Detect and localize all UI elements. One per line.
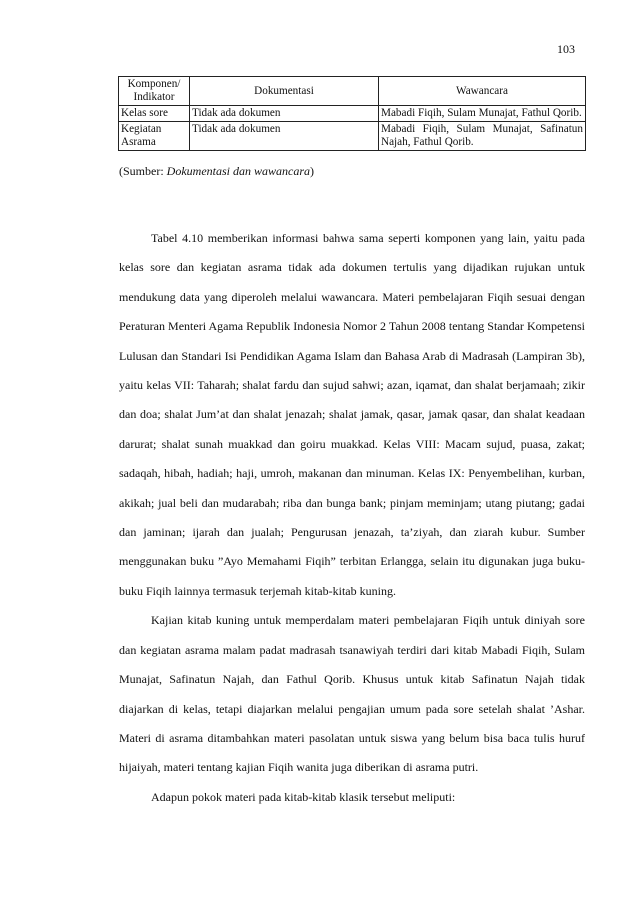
table-header-cell: Dokumentasi xyxy=(190,77,379,106)
source-prefix: (Sumber: xyxy=(119,164,167,178)
table-row xyxy=(119,122,586,151)
paragraph: Kajian kitab kuning untuk memperdalam materi pembelajaran Fiqih untuk diniyah sore dan kegiatan asrama malam padat madrasah tsanawiyah terdiri dari kitab Mabadi Fiqih, Sulam Munajat, Safinatun Najah, dan Fathul Qorib. Khusus untuk kitab Safinatun Najah tidak diajarkan di kelas, tetapi diajarkan melalui pengajian umum pada sore setelah shalat ’Ashar. Materi di asrama ditambahkan materi pasolatan untuk siswa yang belum bisa baca tulis huruf hijaiyah, materi tentang kajian Fiqih wanita juga diberikan di asrama putri. xyxy=(119,613,585,775)
table-header-row xyxy=(119,77,586,106)
table-cell: Kegiatan Asrama xyxy=(119,122,190,151)
table-cell: Mabadi Fiqih, Sulam Munajat, Safinatun Najah, Fathul Qorib. xyxy=(379,122,586,151)
source-italic: Dokumentasi dan wawancara xyxy=(166,164,310,178)
table-cell: Tidak ada dokumen xyxy=(190,122,379,151)
table-cell: Tidak ada dokumen xyxy=(190,106,379,122)
paragraph: Tabel 4.10 memberikan informasi bahwa sama seperti komponen yang lain, yaitu pada kelas sore dan kegiatan asrama tidak ada dokumen tertulis yang dijadikan rujukan untuk mendukung data yang diperoleh melalui wawancara. Materi pembelajaran Fiqih sesuai dengan Peraturan Menteri Agama Republik Indonesia Nomor 2 Tahun 2008 tentang Standar Kompetensi Lulusan dan Standari Isi Pendidikan Agama Islam dan Bahasa Arab di Madrasah (Lampiran 3b), yaitu kelas VII: Taharah; shalat fardu dan sujud sahwi; azan, iqamat, dan shalat berjamaah; zikir dan doa; shalat Jum’at dan shalat jenazah; shalat jamak, qasar, jamak qasar, dan shalat keadaan darurat; shalat sunah muakkad dan goiru muakkad. Kelas VIII: Macam sujud, puasa, zakat; sadaqah, hibah, hadiah; haji, umroh, makanan dan minuman. Kelas IX: Penyembelihan, kurban, akikah; jual beli dan mudarabah; riba dan bunga bank; pinjam meminjam; utang piutang; gadai dan jaminan; ijarah dan jualah; Pengurusan jenazah, ta’ziyah, dan ziarah kubur. Sumber menggunakan buku ”Ayo Memahami Fiqih” terbitan Erlangga, selain itu digunakan juga buku-buku Fiqih lainnya termasuk terjemah kitab-kitab kuning. xyxy=(119,231,585,598)
table-cell: Mabadi Fiqih, Sulam Munajat, Fathul Qorib. xyxy=(379,106,586,122)
paragraph: Adapun pokok materi pada kitab-kitab klasik tersebut meliputi: xyxy=(151,789,456,804)
body-text xyxy=(119,224,585,812)
table-row xyxy=(119,106,586,122)
table-header-cell: Wawancara xyxy=(379,77,586,106)
table-source-note xyxy=(119,164,314,179)
page-number: 103 xyxy=(557,42,575,56)
source-suffix: ) xyxy=(310,164,314,178)
table-cell: Kelas sore xyxy=(119,106,190,122)
table-header-cell: Komponen/ Indikator xyxy=(119,77,190,106)
data-table xyxy=(118,76,586,151)
